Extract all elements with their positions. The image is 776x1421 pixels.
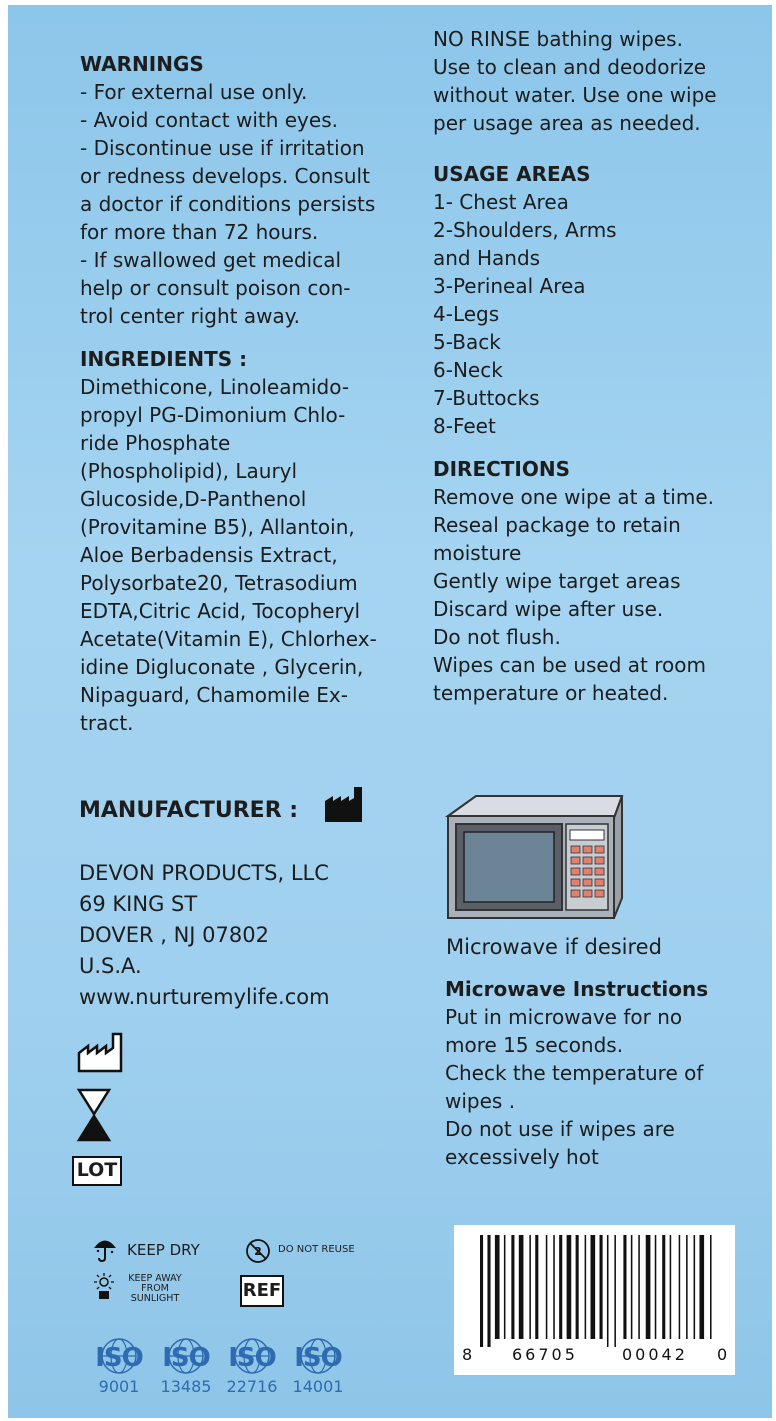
barcode-bar (553, 1235, 555, 1339)
lot-symbol (72, 1156, 122, 1186)
intro-line: NO RINSE bathing wipes. (433, 27, 683, 51)
barcode-digit-check: 0 (717, 1345, 728, 1364)
manufacturer-name: DEVON PRODUCTS, LLC (79, 861, 329, 885)
usage-area-item: 7-Buttocks (433, 386, 540, 410)
barcode-bar (655, 1235, 657, 1339)
warnings-line: trol center right away. (80, 304, 301, 328)
warnings-section (80, 50, 375, 330)
ref-symbol (240, 1275, 284, 1307)
microwave-instruction-line: more 15 seconds. (445, 1033, 624, 1057)
ingredients-line: Acetate(Vitamin E), Chlorhex- (80, 627, 377, 651)
do-not-reuse-label: DO NOT REUSE (278, 1244, 355, 1255)
iso-badge (90, 1337, 148, 1396)
manufacturer-street: 69 KING ST (79, 892, 198, 916)
iso-standard-number: 14001 (292, 1377, 344, 1396)
microwave-instructions-section (445, 975, 708, 1171)
ingredients-line: Glucoside,D-Panthenol (80, 487, 307, 511)
barcode-digits-left: 66705 (512, 1345, 578, 1364)
barcode-bar (710, 1235, 712, 1339)
barcode-bar (511, 1235, 514, 1339)
directions-line: Reseal package to retain (433, 513, 681, 537)
warnings-line: for more than 72 hours. (80, 220, 319, 244)
usage-area-item: 2-Shoulders, Arms (433, 218, 617, 242)
usage-areas-section (433, 160, 617, 440)
barcode-bar (559, 1235, 562, 1339)
barcode-bar (529, 1235, 531, 1339)
barcode-bar (614, 1235, 616, 1347)
usage-area-item: 3-Perineal Area (433, 274, 586, 298)
keep-dry-label: KEEP DRY (127, 1241, 200, 1259)
barcode-bar (585, 1235, 587, 1339)
microwave-instructions-heading: Microwave Instructions (445, 977, 709, 1001)
ingredients-heading: INGREDIENTS : (80, 347, 248, 371)
manufacturer-website: www.nurturemylife.com (79, 985, 330, 1009)
ingredients-line: ride Phosphate (80, 431, 231, 455)
directions-line: moisture (433, 541, 522, 565)
keep-away-line: SUNLIGHT (130, 1293, 180, 1304)
barcode-bar (576, 1235, 579, 1339)
microwave-caption: Microwave if desired (446, 935, 662, 959)
warnings-line: - If swallowed get medical (80, 248, 342, 272)
iso-globe-icon (289, 1337, 347, 1375)
directions-line: Gently wipe target areas (433, 569, 681, 593)
usage-area-item: 6-Neck (433, 358, 503, 382)
barcode-digit-lead: 8 (462, 1345, 473, 1364)
directions-line: Do not flush. (433, 625, 561, 649)
iso-word: ISO (228, 1343, 276, 1373)
barcode-bar (487, 1235, 490, 1347)
manufacturer-city: DOVER , NJ 07802 (79, 923, 269, 947)
directions-line: Remove one wipe at a time. (433, 485, 714, 509)
iso-globe-icon (223, 1337, 281, 1375)
microwave-instruction-line: Do not use if wipes are (445, 1117, 675, 1141)
iso-globe-icon (157, 1337, 215, 1375)
iso-word: ISO (162, 1343, 210, 1373)
barcode-bar (535, 1235, 538, 1339)
factory-solid-icon (324, 785, 364, 827)
ingredients-line: (Phospholipid), Lauryl (80, 459, 298, 483)
hourglass-icon (76, 1088, 112, 1146)
barcode-bar (694, 1235, 696, 1339)
barcode-bar (480, 1235, 483, 1347)
factory-outline-icon (77, 1031, 123, 1077)
intro-line: without water. Use one wipe (433, 83, 717, 107)
iso-standard-number: 13485 (160, 1377, 212, 1396)
iso-badge (157, 1337, 215, 1396)
warnings-line: a doctor if conditions persists (80, 192, 376, 216)
warnings-line: help or consult poison con- (80, 276, 351, 300)
warnings-line: or redness develops. Consult (80, 164, 370, 188)
microwave-instruction-line: Put in microwave for no (445, 1005, 683, 1029)
barcode-bar (623, 1235, 626, 1339)
usage-area-item: 1- Chest Area (433, 190, 569, 214)
ingredients-line: EDTA,Citric Acid, Tocopheryl (80, 599, 361, 623)
iso-globe-icon (90, 1337, 148, 1375)
keep-away-sunlight-label (122, 1274, 188, 1304)
directions-line: temperature or heated. (433, 681, 669, 705)
warnings-heading: WARNINGS (80, 52, 204, 76)
barcode-bar (591, 1235, 596, 1339)
barcode-bar (567, 1235, 572, 1339)
microwave-icon (442, 790, 632, 934)
umbrella-icon (92, 1235, 118, 1267)
ingredients-line: Polysorbate20, Tetrasodium (80, 571, 358, 595)
barcode-bar (638, 1235, 640, 1339)
manufacturer-address (79, 858, 330, 1013)
ingredients-line: Aloe Berbadensis Extract, (80, 543, 338, 567)
usage-area-item: 8-Feet (433, 414, 496, 438)
microwave-instruction-line: excessively hot (445, 1145, 599, 1169)
microwave-instruction-line: Check the temperature of (445, 1061, 704, 1085)
warnings-line: - For external use only. (80, 80, 308, 104)
directions-section (433, 455, 714, 707)
usage-areas-heading: USAGE AREAS (433, 162, 591, 186)
intro-section (433, 25, 717, 137)
directions-line: Wipes can be used at room (433, 653, 706, 677)
barcode-bar (495, 1235, 500, 1339)
ref-symbol-text: REF (242, 1280, 282, 1301)
do-not-reuse-icon (245, 1238, 271, 1268)
barcode (454, 1225, 735, 1375)
barcode-bar (504, 1235, 506, 1339)
ingredients-line: Nipaguard, Chamomile Ex- (80, 683, 348, 707)
barcode-bar (679, 1235, 681, 1339)
microwave-instruction-line: wipes . (445, 1089, 516, 1113)
barcode-bar (686, 1235, 688, 1339)
barcode-bar (519, 1235, 524, 1339)
intro-line: Use to clean and deodorize (433, 55, 707, 79)
ingredients-line: tract. (80, 711, 134, 735)
barcode-bar (699, 1235, 704, 1339)
svg-text:2: 2 (254, 1245, 262, 1258)
barcode-digits-right: 00042 (622, 1345, 688, 1364)
usage-area-item: 5-Back (433, 330, 501, 354)
ingredients-line: (Provitamine B5), Allantoin, (80, 515, 355, 539)
ingredients-line: Dimethicone, Linoleamido- (80, 375, 350, 399)
iso-badge (223, 1337, 281, 1396)
barcode-bar (670, 1235, 672, 1339)
iso-badge (289, 1337, 347, 1396)
barcode-bar (546, 1235, 548, 1339)
barcode-bar (646, 1235, 651, 1339)
usage-area-item: 4-Legs (433, 302, 500, 326)
ingredients-section (80, 345, 377, 737)
directions-line: Discard wipe after use. (433, 597, 664, 621)
manufacturer-heading: MANUFACTURER : (79, 798, 299, 823)
iso-standard-number: 22716 (226, 1377, 278, 1396)
warnings-line: - Discontinue use if irritation (80, 136, 365, 160)
iso-word: ISO (95, 1343, 143, 1373)
manufacturer-country: U.S.A. (79, 954, 142, 978)
keep-away-line: FROM (141, 1283, 169, 1294)
keep-away-line: KEEP AWAY (128, 1273, 182, 1284)
barcode-bar (662, 1235, 665, 1339)
ingredients-line: propyl PG-Dimonium Chlo- (80, 403, 346, 427)
product-label (8, 5, 772, 1418)
iso-word: ISO (294, 1343, 342, 1373)
warnings-line: - Avoid contact with eyes. (80, 108, 338, 132)
intro-line: per usage area as needed. (433, 111, 701, 135)
sunlight-icon (90, 1272, 118, 1304)
usage-area-item: and Hands (433, 246, 541, 270)
barcode-bar (631, 1235, 633, 1339)
lot-symbol-text: LOT (76, 1159, 118, 1181)
barcode-bar (600, 1235, 603, 1339)
iso-standard-number: 9001 (98, 1377, 140, 1396)
barcode-bar (607, 1235, 609, 1347)
barcode-bars (454, 1229, 735, 1347)
directions-heading: DIRECTIONS (433, 457, 571, 481)
ingredients-line: idine Digluconate , Glycerin, (80, 655, 364, 679)
